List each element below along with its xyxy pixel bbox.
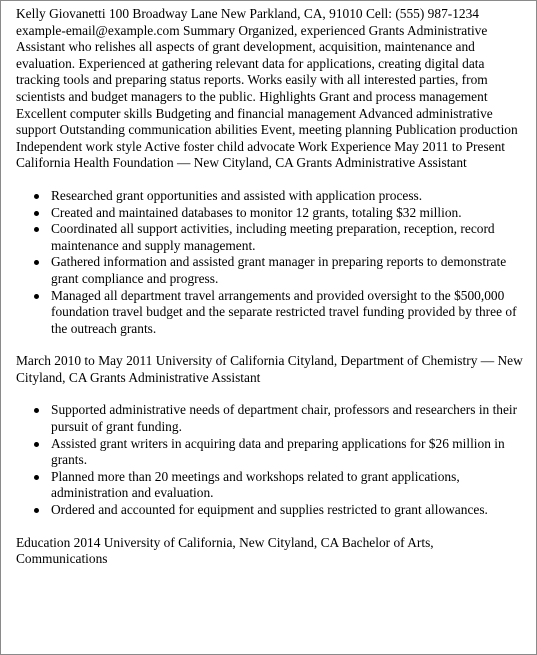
header-paragraph: Kelly Giovanetti 100 Broadway Lane New Parkland, CA, 91010 Cell: (555) 987-1234 example-email@example.com Summary Organized, experienced Grants Administrative Assistant who relishes all aspects of grant development, acquisition, maintenance and evaluation. Experienced at gathering relevant data for applications, creating digital data tracking tools and preparing status reports. Works easily with all interested parties, from scientists and budget managers to the public. Highlights Grant and process management Excellent computer skills Budgeting and financial management Advanced administrative support Outstanding communication abilities Event, meeting planning Publication production Independent work style Active foster child advocate Work Experience May 2011 to Present California Health Foundation — New Cityland, CA Grants Administrative Assistant [16, 6, 518, 171]
job1-bullet-list [16, 188, 524, 337]
list-item: Supported administrative needs of department chair, professors and researchers in their pursuit of grant funding. [51, 402, 524, 435]
list-item: Assisted grant writers in acquiring data and preparing applications for $26 million in grants. [51, 436, 524, 469]
list-item: Created and maintained databases to monitor 12 grants, totaling $32 million. [51, 205, 524, 222]
job2-bullet-list [16, 402, 524, 518]
list-item: Ordered and accounted for equipment and supplies restricted to grant allowances. [51, 502, 524, 519]
list-item: Researched grant opportunities and assisted with application process. [51, 188, 524, 205]
job2-heading: March 2010 to May 2011 University of California Cityland, Department of Chemistry — New Cityland, CA Grants Administrative Assistant [16, 353, 523, 385]
list-item: Gathered information and assisted grant manager in preparing reports to demonstrate grant compliance and progress. [51, 254, 524, 287]
list-item: Coordinated all support activities, including meeting preparation, reception, record maintenance and supply management. [51, 221, 524, 254]
list-item: Planned more than 20 meetings and workshops related to grant applications, administration and evaluation. [51, 469, 524, 502]
list-item: Managed all department travel arrangements and provided oversight to the $500,000 foundation travel budget and the separate restricted travel funding provided by three of the outreach grants. [51, 288, 524, 338]
education-paragraph: Education 2014 University of California, New Cityland, CA Bachelor of Arts, Communications [16, 534, 434, 567]
